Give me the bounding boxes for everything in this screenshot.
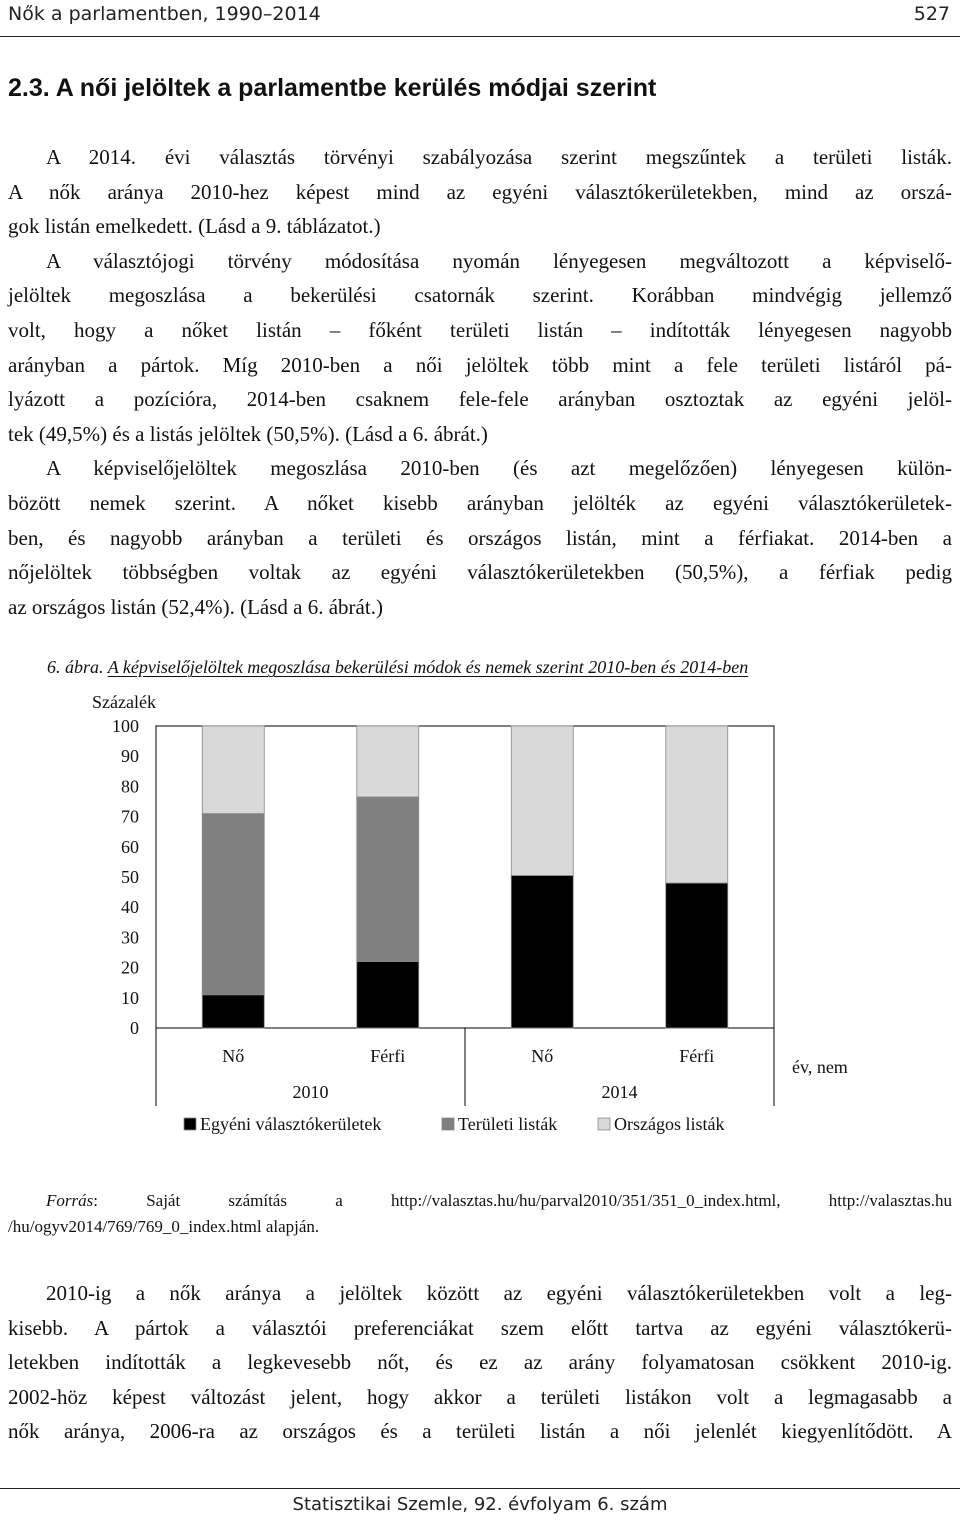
y-tick-label: 80 bbox=[121, 776, 139, 797]
body-text-top bbox=[8, 140, 952, 624]
bar-segment bbox=[202, 995, 264, 1028]
bar-segment bbox=[511, 726, 573, 875]
legend-swatch bbox=[442, 1118, 454, 1130]
y-axis-title: Százalék bbox=[92, 692, 156, 712]
chart-svg bbox=[0, 680, 960, 1150]
text-line: lyázott a pozícióra, 2014-ben csaknem fele-fele arányban osztoztak az egyéni jelöl- bbox=[8, 387, 952, 412]
x-category-label: Férfi bbox=[370, 1046, 406, 1066]
legend-label: Egyéni választókerületek bbox=[200, 1114, 382, 1134]
figure-caption bbox=[47, 657, 748, 678]
x-group-label: 2010 bbox=[292, 1082, 329, 1102]
text-line: kisebb. A pártok a választói preferenciákat szem előtt tartva az egyéni választókerü- bbox=[8, 1315, 952, 1340]
y-tick-label: 100 bbox=[112, 716, 139, 736]
y-tick-label: 30 bbox=[121, 927, 139, 948]
x-axis-title: év, nem bbox=[792, 1057, 848, 1077]
bar-segment bbox=[357, 797, 419, 962]
text-line: ben, és nagyobb arányban a területi és országos listán, mint a férfiakat. 2014-ben a bbox=[8, 525, 952, 550]
x-category-label: Férfi bbox=[679, 1046, 715, 1066]
y-tick-label: 90 bbox=[121, 746, 139, 767]
y-tick-label: 70 bbox=[121, 806, 139, 827]
text-line: A 2014. évi választás törvényi szabályozása szerint megszűntek a területi listák. bbox=[46, 145, 952, 169]
running-head bbox=[0, 0, 960, 34]
legend-swatch bbox=[598, 1118, 610, 1130]
x-category-label: Nő bbox=[531, 1046, 554, 1066]
figure-title: A képviselőjelöltek megoszlása bekerülési módok és nemek szerint 2010-ben és 2014-ben bbox=[107, 657, 749, 677]
journal-footer: Statisztikai Szemle, 92. évfolyam 6. szám bbox=[292, 1494, 668, 1515]
y-tick-label: 0 bbox=[130, 1018, 139, 1038]
bar-segment bbox=[511, 875, 573, 1028]
text-line: gok listán emelkedett. (Lásd a 9. táblázatot.) bbox=[8, 214, 381, 239]
text-line: az országos listán (52,4%). (Lásd a 6. ábrát.) bbox=[8, 594, 383, 619]
x-category-label: Nő bbox=[222, 1046, 245, 1066]
text-line: 2002-höz képest változást jelent, hogy akkor a területi listákon volt a legmagasabb a bbox=[8, 1384, 952, 1409]
text-line: tek (49,5%) és a listás jelöltek (50,5%). (Lásd a 6. ábrát.) bbox=[8, 421, 488, 446]
text-line: nőjelöltek többségben voltak az egyéni választókerületekben (50,5%), a férfiak pedig bbox=[8, 560, 952, 585]
text-line: A képviselőjelöltek megoszlása 2010-ben (és azt megelőzően) lényegesen külön- bbox=[46, 456, 952, 481]
text-line: letekben indították a legkevesebb nőt, és ez az arány folyamatosan csökkent 2010-ig. bbox=[8, 1350, 952, 1375]
footer-rule bbox=[0, 1488, 960, 1489]
bar-segment bbox=[666, 726, 728, 883]
text-line: volt, hogy a nőket listán – főként területi listán – indították lényegesen nagyobb bbox=[8, 317, 952, 342]
x-group-label: 2014 bbox=[601, 1082, 638, 1102]
body-text-bottom bbox=[8, 1276, 952, 1449]
source-line bbox=[8, 1188, 952, 1214]
source-line: /hu/ogyv2014/769/769_0_index.html alapján. bbox=[8, 1217, 320, 1236]
stacked-bar-chart bbox=[0, 680, 960, 1150]
running-title: Nők a parlamentben, 1990–2014 bbox=[8, 3, 321, 25]
y-tick-label: 40 bbox=[121, 897, 139, 918]
bar-segment bbox=[666, 883, 728, 1028]
text-line: A nők aránya 2010-hez képest mind az egyéni választókerületekben, mind az orszá- bbox=[8, 179, 952, 204]
source-note bbox=[8, 1188, 952, 1240]
bar-segment bbox=[357, 962, 419, 1028]
section-heading: 2.3. A női jelöltek a parlamentbe kerülés módjai szerint bbox=[8, 74, 657, 102]
text-line: A választójogi törvény módosítása nyomán lényegesen megváltozott a képviselő- bbox=[46, 248, 952, 273]
y-tick-label: 10 bbox=[121, 987, 139, 1008]
figure-number: 6. ábra. bbox=[47, 657, 104, 677]
y-tick-label: 50 bbox=[121, 867, 139, 887]
y-tick-label: 60 bbox=[121, 836, 139, 857]
text-line: arányban a pártok. Míg 2010-ben a női jelöltek több mint a fele területi listáról pá- bbox=[8, 352, 952, 377]
source-text: : Saját számítás a http://valasztas.hu/hu/parval2010/351/351_0_index.html, http://valasztas.hu bbox=[93, 1191, 952, 1210]
legend-swatch bbox=[184, 1118, 196, 1130]
legend-label: Területi listák bbox=[458, 1114, 558, 1134]
bar-segment bbox=[202, 726, 264, 814]
bar-segment bbox=[202, 814, 264, 995]
source-label: Forrás bbox=[46, 1191, 94, 1210]
bar-segment bbox=[357, 726, 419, 797]
text-line: bözött nemek szerint. A nőket kisebb arányban jelölték az egyéni választókerületek- bbox=[8, 490, 952, 515]
text-line: 2010-ig a nők aránya a jelöltek között az egyéni választókerületekben volt a leg- bbox=[46, 1281, 952, 1305]
page-number: 527 bbox=[913, 3, 950, 25]
legend-label: Országos listák bbox=[614, 1114, 725, 1134]
header-rule bbox=[0, 36, 960, 37]
y-tick-label: 20 bbox=[121, 957, 139, 978]
text-line: jelöltek megoszlása a bekerülési csatornák szerint. Korábban mindvégig jellemző bbox=[8, 283, 952, 308]
text-line: nők aránya, 2006-ra az országos és a területi listán a női jelenlét kiegyenlítődött. A bbox=[8, 1419, 952, 1444]
